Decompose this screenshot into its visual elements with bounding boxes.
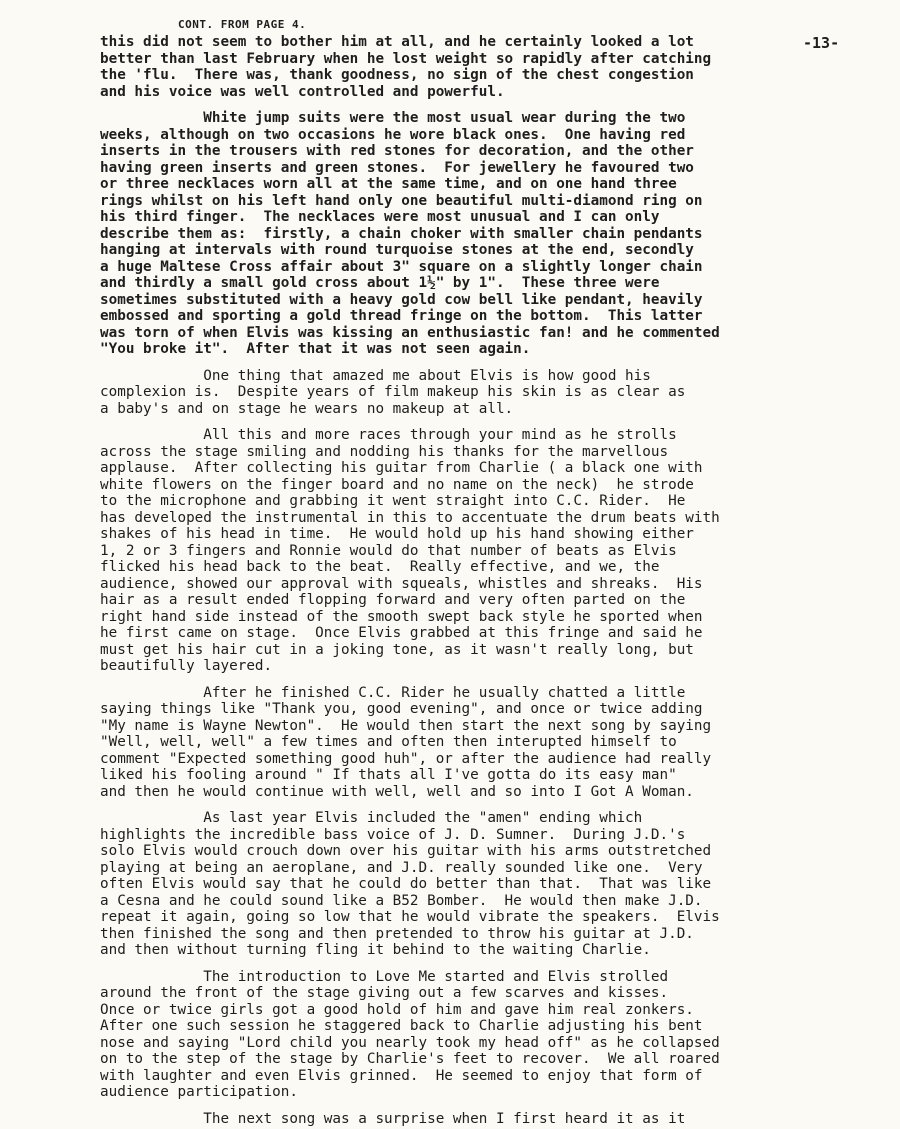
paragraph [100,1111,830,1128]
page-number: -13- [803,34,840,52]
text-line: he first came on stage. Once Elvis grabbed at this fringe and said he [100,625,703,641]
text-line: hair as a result ended flopping forward and very often parted on the [100,592,686,608]
text-line: liked his fooling around " If thats all I've gotta do its easy man" [100,767,677,783]
text-line: "My name is Wayne Newton". He would then start the next song by saying [100,717,712,734]
text-line: saying things like "Thank you, good evening", and once or twice adding [100,701,703,717]
paragraph [100,34,830,100]
text-line: and then without turning fling it behind to the waiting Charlie. [100,942,651,958]
text-line: a Cesna and he could sound like a B52 Bomber. He would then make J.D. [100,892,703,909]
text-line: playing at being an aeroplane, and J.D. really sounded like one. Very [100,859,703,876]
text-line: across the stage smiling and nodding his thanks for the marvellous [100,443,669,460]
text-line: "Well, well, well" a few times and often then interupted himself to [100,734,677,750]
text-line: describe them as: firstly, a chain choker with smaller chain pendants [100,225,703,242]
text-line: to the microphone and grabbing it went straight into C.C. Rider. He [100,493,686,509]
text-line: rings whilst on his left hand only one beautiful multi-diamond ring on [100,192,703,209]
text-line: and then he would continue with well, well and so into I Got A Woman. [100,783,694,800]
text-line: applause. After collecting his guitar from Charlie ( a black one with [100,460,703,476]
paragraph [100,368,830,418]
text-line: a baby's and on stage he wears no makeup at all. [100,400,514,417]
text-line: then finished the song and then pretended to throw his guitar at J.D. [100,925,694,942]
text-line: around the front of the stage giving out a few scarves and kisses. [100,985,669,1001]
text-line: shakes of his head in time. He would hold up his hand showing either [100,526,694,542]
text-line: 1, 2 or 3 fingers and Ronnie would do that number of beats as Elvis [100,542,677,559]
text-line: nose and saying "Lord child you nearly took my head off" as he collapsed [100,1034,720,1051]
text-line: All this and more races through your mind as he strolls [100,427,677,443]
text-line: was torn of when Elvis was kissing an enthusiastic fan! and he commented [100,324,720,341]
text-line: As last year Elvis included the "amen" ending which [100,810,643,826]
paragraph [100,427,830,675]
text-line: often Elvis would say that he could do better than that. That was like [100,876,712,892]
text-line: embossed and sporting a gold thread fringe on the bottom. This latter [100,308,703,324]
text-line: inserts in the trousers with red stones for decoration, and the other [100,143,694,159]
text-line: or three necklaces worn all at the same time, and on one hand three [100,176,677,192]
text-line: hanging at intervals with round turquoise stones at the end, secondly [100,242,694,258]
text-line: Once or twice girls got a good hold of him and gave him real zonkers. [100,1001,694,1018]
text-line: right hand side instead of the smooth swept back style he sported when [100,608,703,625]
text-line: One thing that amazed me about Elvis is how good his [100,367,651,384]
text-line: repeat it again, going so low that he would vibrate the speakers. Elvis [100,909,720,925]
text-line: a huge Maltese Cross affair about 3" square on a slightly longer chain [100,258,703,275]
text-line: beautifully layered. [100,658,273,674]
text-line: with laughter and even Elvis grinned. He seemed to enjoy that form of [100,1067,703,1084]
paragraph [100,810,830,959]
text-line: his third finger. The necklaces were most unusual and I can only [100,209,660,225]
text-line: complexion is. Despite years of film makeup his skin is as clear as [100,384,686,400]
text-line: audience, showed our approval with squeals, whistles and shreaks. His [100,575,703,592]
text-line: solo Elvis would crouch down over his guitar with his arms outstretched [100,843,712,859]
text-line: white flowers on the finger board and no name on the neck) he strode [100,476,694,493]
text-line: The next song was a surprise when I first heard it as it [100,1110,686,1127]
paragraph [100,969,830,1101]
text-line: must get his hair cut in a joking tone, as it wasn't really long, but [100,641,694,658]
paragraph [100,110,830,358]
text-line: sometimes substituted with a heavy gold cow bell like pendant, heavily [100,291,703,308]
text-line: White jump suits were the most usual wear during the two [100,110,686,126]
article-body [100,34,830,1127]
text-line: and thirdly a small gold cross about 1½" by 1". These three were [100,275,660,291]
text-line: flicked his head back to the beat. Really effective, and we, the [100,559,660,575]
text-line: has developed the instrumental in this to accentuate the drum beats with [100,509,720,526]
paragraph [100,685,830,801]
text-line: The introduction to Love Me started and Elvis strolled [100,968,669,985]
text-line: better than last February when he lost weight so rapidly after catching [100,50,712,67]
text-line: "You broke it". After that it was not seen again. [100,341,531,357]
text-line: After he finished C.C. Rider he usually chatted a little [100,684,686,701]
text-line: having green inserts and green stones. For jewellery he favoured two [100,159,694,176]
text-line: the 'flu. There was, thank goodness, no sign of the chest congestion [100,67,694,83]
text-line: comment "Expected something good huh", or after the audience had really [100,750,712,767]
text-line: audience participation. [100,1084,298,1100]
text-line: on to the step of the stage by Charlie's feet to recover. We all roared [100,1051,720,1067]
text-line: highlights the incredible bass voice of J. D. Sumner. During J.D.'s [100,826,686,843]
text-line: weeks, although on two occasions he wore black ones. One having red [100,126,686,143]
text-line: this did not seem to bother him at all, and he certainly looked a lot [100,34,694,50]
text-line: and his voice was well controlled and powerful. [100,83,505,100]
continued-from-note: CONT. FROM PAGE 4. [178,18,307,31]
text-line: After one such session he staggered back to Charlie adjusting his bent [100,1018,703,1034]
